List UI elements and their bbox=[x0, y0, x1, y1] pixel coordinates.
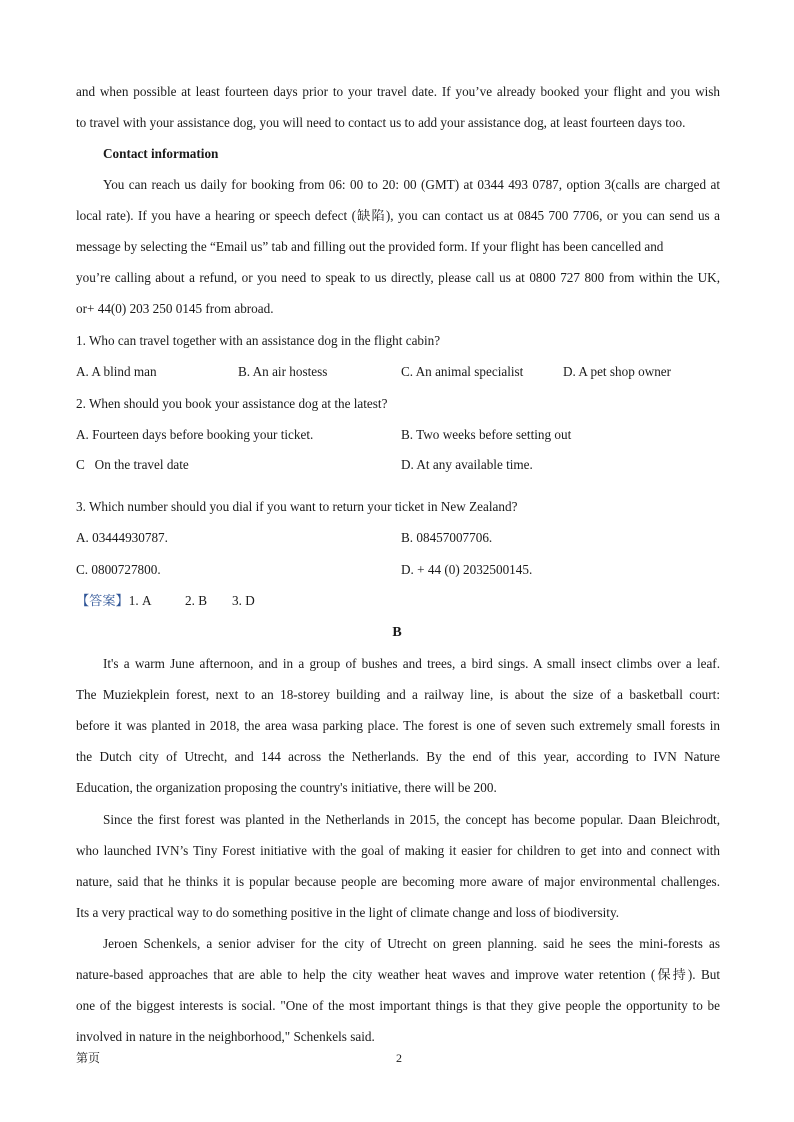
question-option: D. At any available time. bbox=[401, 457, 533, 472]
paragraph-line: to travel with your assistance dog, you will need to contact us to add your assistance dog, at least fourteen days too. bbox=[76, 115, 686, 130]
paragraph-line: or+ 44(0) 203 250 0145 from abroad. bbox=[76, 301, 274, 316]
question-stem: 3. Which number should you dial if you want to return your ticket in New Zealand? bbox=[76, 499, 518, 514]
paragraph-line: local rate). If you have a hearing or speech defect (缺陷), you can contact us at 0845 700 7706, or you can send us a bbox=[76, 208, 720, 223]
paragraph-line: who launched IVN’s Tiny Forest initiative with the goal of making it easier for children to get into and connect with bbox=[76, 843, 720, 858]
paragraph-line: It's a warm June afternoon, and in a group of bushes and trees, a bird sings. A small insect climbs over a leaf. bbox=[103, 656, 720, 671]
section-heading: B bbox=[392, 625, 402, 640]
page-number: 2 bbox=[396, 1051, 402, 1065]
paragraph-line: message by selecting the “Email us” tab and filling out the provided form. If your flight has been cancelled and bbox=[76, 239, 664, 254]
paragraph-line: before it was planted in 2018, the area wasa parking place. The forest is one of seven such extremely small forests in bbox=[76, 718, 720, 733]
paragraph-line: and when possible at least fourteen days prior to your travel date. If you’ve already booked your flight and you wish bbox=[76, 84, 720, 99]
question-stem: 1. Who can travel together with an assistance dog in the flight cabin? bbox=[76, 333, 441, 348]
question-option: C. 0800727800. bbox=[76, 562, 161, 577]
question-option: B. 08457007706. bbox=[401, 530, 493, 545]
paragraph-line: one of the biggest interests is social. "One of the most important things is that they give people the opportunity to be bbox=[76, 998, 720, 1013]
paragraph-line: you’re calling about a refund, or you need to speak to us directly, please call us at 0800 727 800 from within the UK, bbox=[76, 270, 720, 285]
question-option: C On the travel date bbox=[76, 457, 189, 472]
contact-heading: Contact information bbox=[103, 146, 219, 161]
paragraph-line: The Muziekplein forest, next to an 18-storey building and a railway line, is about the size of a basketball court: bbox=[76, 687, 720, 702]
question-option: B. An air hostess bbox=[238, 364, 328, 379]
question-option: A. A blind man bbox=[76, 364, 157, 379]
paragraph-line: Jeroen Schenkels, a senior adviser for the city of Utrecht on green planning. said he sees the mini-forests as bbox=[103, 936, 720, 951]
answer-item: 3. D bbox=[232, 593, 255, 608]
paragraph-line: nature-based approaches that are able to help the city weather heat waves and improve water retention (保持). But bbox=[76, 967, 720, 982]
paragraph-line: You can reach us daily for booking from 06: 00 to 20: 00 (GMT) at 0344 493 0787, option 3(calls are charged at bbox=[103, 177, 720, 192]
question-option: C. An animal specialist bbox=[401, 364, 524, 379]
paragraph-line: Since the first forest was planted in the Netherlands in 2015, the concept has become popular. Daan Bleichrodt, bbox=[103, 812, 720, 827]
answer-tag: 【答案】 bbox=[76, 593, 129, 608]
answer-key bbox=[76, 592, 151, 610]
question-option: B. Two weeks before setting out bbox=[401, 427, 572, 442]
footer-page-label: 第页 bbox=[76, 1051, 101, 1065]
answer-item: 1. A bbox=[128, 593, 152, 608]
question-option: A. 03444930787. bbox=[76, 530, 168, 545]
question-option: A. Fourteen days before booking your ticket. bbox=[76, 427, 314, 442]
answer-item: 2. B bbox=[185, 593, 207, 608]
paragraph-line: Education, the organization proposing the country's initiative, there will be 200. bbox=[76, 780, 497, 795]
question-stem: 2. When should you book your assistance dog at the latest? bbox=[76, 396, 388, 411]
question-option: D. A pet shop owner bbox=[563, 364, 672, 379]
paragraph-line: the Dutch city of Utrecht, and 144 across the Netherlands. By the end of this year, according to IVN Nature bbox=[76, 749, 720, 764]
question-option: D. + 44 (0) 2032500145. bbox=[401, 562, 533, 577]
paragraph-line: involved in nature in the neighborhood," Schenkels said. bbox=[76, 1029, 375, 1044]
paragraph-line: Its a very practical way to do something positive in the light of climate change and loss of biodiversity. bbox=[76, 905, 619, 920]
paragraph-line: nature, said that he thinks it is popular because people are becoming more aware of major environmental challenges. bbox=[76, 874, 720, 889]
